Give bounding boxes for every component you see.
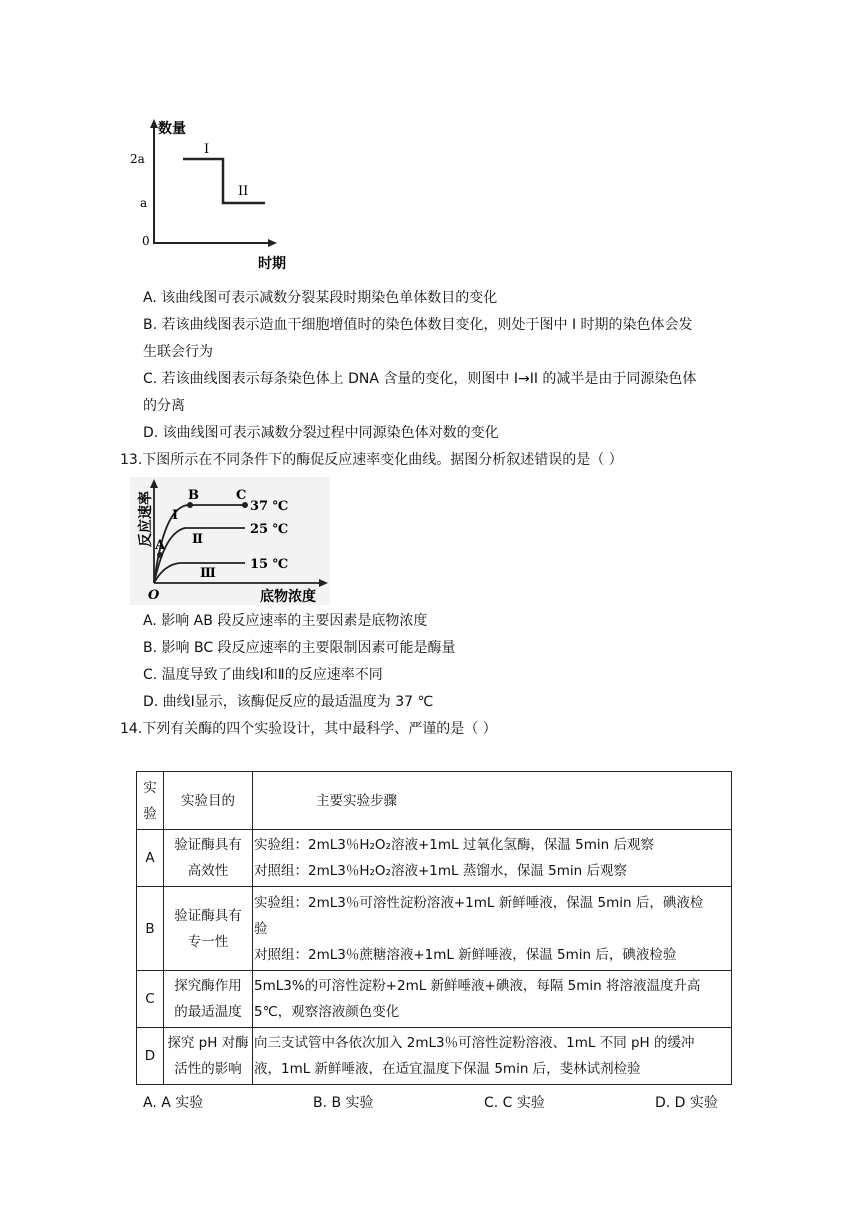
curve-1-label: Ⅰ (172, 508, 179, 523)
q12-option-b-line1: B. 若该曲线图表示造血干细胞增值时的染色体数目变化，则处于图中 I 时期的染色体会发 (143, 317, 693, 333)
q12-option-a: A. 该曲线图可表示减数分裂某段时期染色单体数目的变化 (143, 290, 498, 306)
point-a-label: A (155, 538, 166, 553)
q14-option-c: C. C 实验 (484, 1095, 545, 1111)
q12-option-d: D. 该曲线图可表示减数分裂过程中同源染色体对数的变化 (143, 425, 499, 441)
y-tick-2a: 2a (130, 152, 145, 166)
table-row (137, 887, 732, 971)
header-steps: 主要实验步骤 (253, 772, 732, 830)
row-purpose: 验证酶具有 高效性 (164, 830, 253, 887)
point-c-label: C (236, 488, 247, 503)
row-id: C (137, 971, 164, 1028)
curve-3-label: Ⅲ (200, 566, 216, 581)
y-axis-label: 反应速率 (138, 491, 154, 547)
q12-option-c-line2: 的分离 (143, 398, 185, 414)
row-steps: 向三支试管中各依次加入 2mL3％可溶性淀粉溶液、1mL 不同 pH 的缓冲 液，1mL 新鲜唾液，在适宜温度下保温 5min 后，斐林试剂检验 (253, 1028, 732, 1085)
y-tick-a: a (140, 196, 148, 210)
figure-q13-enzyme-rate-chart (130, 477, 330, 605)
row-steps: 实验组：2mL3％可溶性淀粉溶液+1mL 新鲜唾液，保温 5min 后，碘液检 验 对照组：2mL3％蔗糖溶液+1mL 新鲜唾液，保温 5min 后，碘液检验 (253, 887, 732, 971)
table-header-row (137, 772, 732, 830)
row-purpose: 探究 pH 对酶 活性的影响 (164, 1028, 253, 1085)
curve-3-temp: 15 ℃ (250, 557, 289, 572)
row-steps: 5mL3%的可溶性淀粉+2mL 新鲜唾液+碘液，每隔 5min 将溶液温度升高 5℃，观察溶液颜色变化 (253, 971, 732, 1028)
table-row (137, 971, 732, 1028)
segment-label-1: I (204, 142, 210, 157)
curve-2-label: Ⅱ (192, 532, 203, 547)
figure-q12-quantity-chart (128, 115, 298, 275)
q14-option-a: A. A 实验 (143, 1095, 204, 1111)
q12-option-b-line2: 生联会行为 (143, 344, 213, 360)
q13-stem: 13.下图所示在不同条件下的酶促反应速率变化曲线。据图分析叙述错误的是（ ） (120, 452, 623, 468)
q14-stem: 14.下列有关酶的四个实验设计，其中最科学、严谨的是（ ） (120, 721, 497, 737)
header-experiment: 实 验 (137, 772, 164, 830)
q14-option-b: B. B 实验 (313, 1095, 374, 1111)
experiment-table (136, 771, 732, 1085)
q13-option-c: C. 温度导致了曲线Ⅰ和Ⅱ的反应速率不同 (143, 667, 383, 683)
q14-option-d: D. D 实验 (655, 1095, 718, 1111)
point-b-label: B (188, 488, 199, 503)
segment-label-2: II (238, 184, 249, 199)
y-tick-0: 0 (142, 234, 150, 248)
origin-label: O (148, 588, 160, 603)
table-row (137, 830, 732, 887)
x-axis-label: 底物浓度 (260, 589, 316, 605)
q13-option-a: A. 影响 AB 段反应速率的主要因素是底物浓度 (143, 613, 428, 629)
row-id: B (137, 887, 164, 971)
table-row (137, 1028, 732, 1085)
header-purpose: 实验目的 (164, 772, 253, 830)
q13-option-b: B. 影响 BC 段反应速率的主要限制因素可能是酶量 (143, 640, 456, 656)
x-axis-label: 时期 (258, 256, 286, 272)
q12-option-c-line1: C. 若该曲线图表示每条染色体上 DNA 含量的变化，则图中 I→II 的减半是由于同源染色体 (143, 371, 697, 387)
y-axis-label: 数量 (158, 121, 186, 137)
curve-1-temp: 37 ℃ (250, 499, 289, 514)
row-id: D (137, 1028, 164, 1085)
row-steps: 实验组：2mL3％H₂O₂溶液+1mL 过氧化氢酶，保温 5min 后观察 对照组：2mL3％H₂O₂溶液+1mL 蒸馏水，保温 5min 后观察 (253, 830, 732, 887)
row-purpose: 验证酶具有 专一性 (164, 887, 253, 971)
row-purpose: 探究酶作用 的最适温度 (164, 971, 253, 1028)
q13-option-d: D. 曲线Ⅰ显示，该酶促反应的最适温度为 37 ℃ (143, 694, 434, 710)
row-id: A (137, 830, 164, 887)
curve-2-temp: 25 ℃ (250, 522, 289, 537)
